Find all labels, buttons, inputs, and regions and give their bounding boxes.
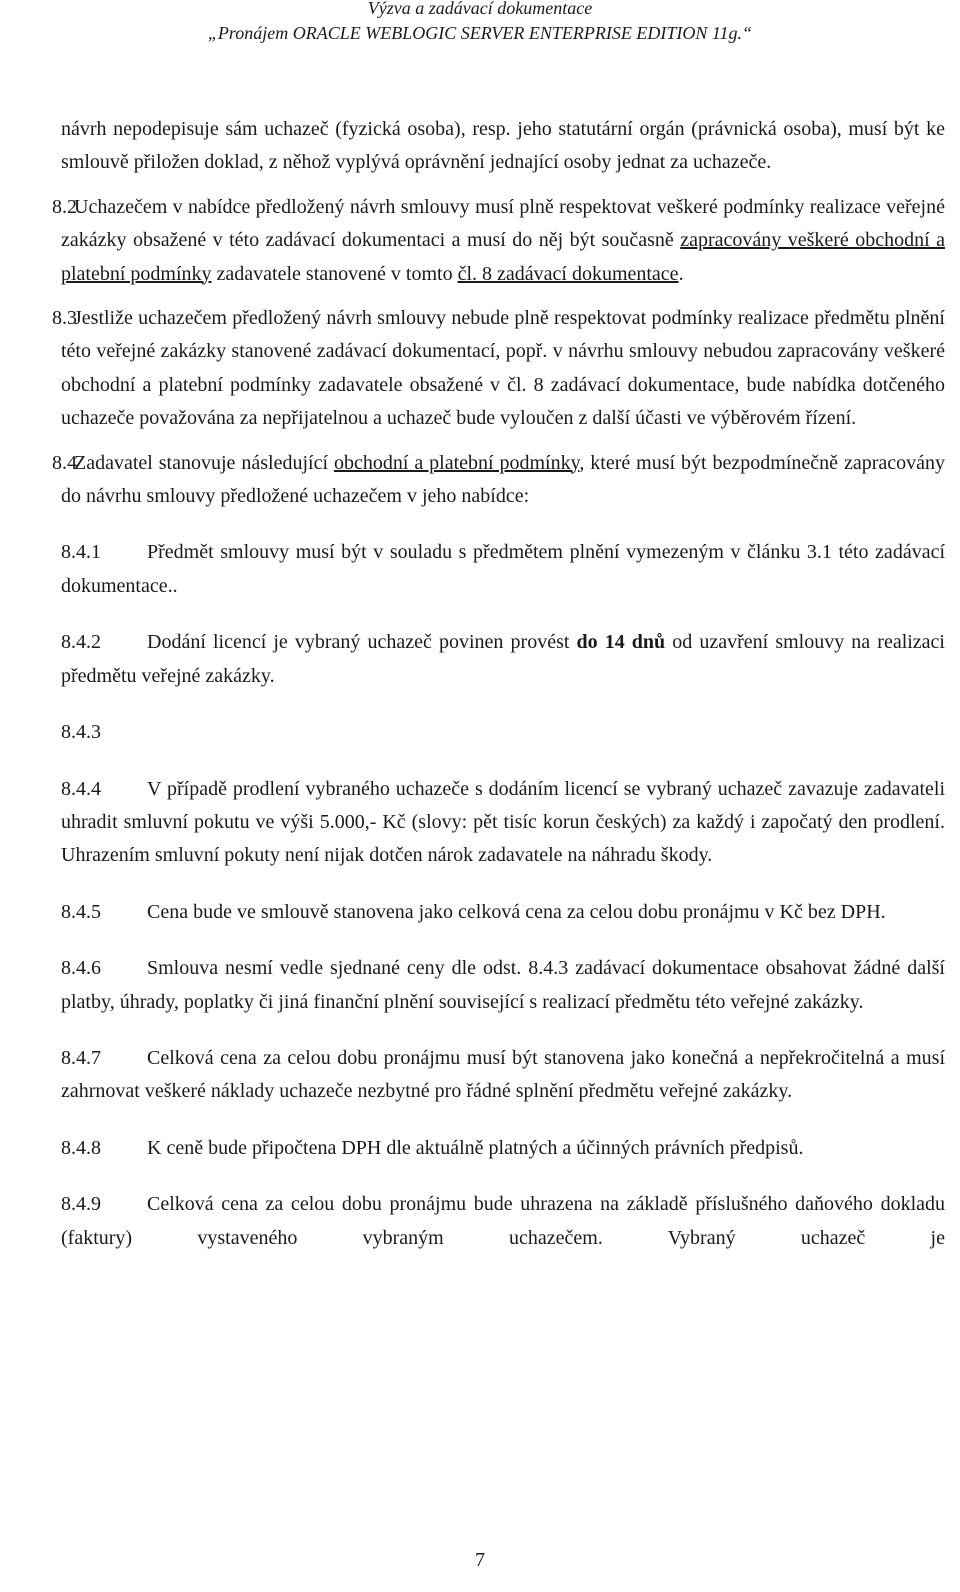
item-number: 8.4.7 <box>61 1046 101 1069</box>
item-8-4-6: 8.4.6 Smlouva nesmí vedle sjednané ceny dle odst. 8.4.3 zadávací dokumentace obsahovat žádné další platby, úhrady, poplatky či jiná finanční plnění související s realizací předmětu této veřejné zakázky. <box>61 952 945 1019</box>
item-8-4-8: 8.4.8 K ceně bude připočtena DPH dle aktuálně platných a účinných právních předpisů. <box>61 1132 945 1165</box>
item-8-4-4: 8.4.4 V případě prodlení vybraného uchazeče s dodáním licencí se vybraný uchazeč zavazuje zadavateli uhradit smluvní pokutu ve výši 5.000,- Kč (slovy: pět tisíc korun českých) za každý i započatý den prodlení. Uhrazením smluvní pokuty není nijak dotčen nárok zadavatele na náhradu škody. <box>61 773 945 873</box>
header-subtitle: „Pronájem ORACLE WEBLOGIC SERVER ENTERPRISE EDITION 11g.“ <box>207 23 753 43</box>
header-title: Výzva a zadávací dokumentace <box>367 0 593 18</box>
item-number: 8.4.8 <box>61 1136 101 1159</box>
underlined-text: čl. 8 zadávací dokumentace <box>457 262 679 285</box>
continued-paragraph: návrh nepodepisuje sám uchazeč (fyzická osoba), resp. jeho statutární orgán (právnická osoba), musí být ke smlouvě přiložen doklad, z něhož vyplývá oprávnění jednající osoby jednat za uchazeče. <box>61 118 945 174</box>
page-header <box>0 0 960 46</box>
item-8-4-2: 8.4.2 Dodání licencí je vybraný uchazeč povinen provést do 14 dnů od uzavření smlouvy na realizaci předmětu veřejné zakázky. <box>61 626 945 693</box>
item-8-4-1: 8.4.1 Předmět smlouvy musí být v souladu s předmětem plnění vymezeným v článku 3.1 této zadávací dokumentace.. <box>61 536 945 603</box>
item-8-4-7: 8.4.7 Celková cena za celou dobu pronájmu musí být stanovena jako konečná a nepřekročitelná a musí zahrnovat veškeré náklady uchazeče nezbytné pro řádné splnění předmětu veřejné zakázky. <box>61 1042 945 1109</box>
section-number: 8.3 <box>52 307 77 330</box>
item-number: 8.4.4 <box>61 777 101 800</box>
section-8-4: 8.4 Zadavatel stanovuje následující obchodní a platební podmínky, které musí být bezpodmínečně zapracovány do návrhu smlouvy předložené uchazečem v jeho nabídce: <box>61 447 945 514</box>
section-number: 8.4 <box>52 451 77 474</box>
item-8-4-3 <box>61 716 945 749</box>
item-number: 8.4.6 <box>61 957 101 980</box>
item-8-4-9: 8.4.9 Celková cena za celou dobu pronájmu bude uhrazena na základě příslušného daňového dokladu (faktury) vystaveného vybraným uchazečem. Vybraný uchazeč je <box>61 1188 945 1255</box>
document-body <box>52 113 945 1278</box>
section-8-3: 8.3 Jestliže uchazečem předložený návrh smlouvy nebude plně respektovat podmínky realizace předmětu plnění této veřejné zakázky stanovené zadávací dokumentací, popř. v návrhu smlouvy nebudou zapracovány veškeré obchodní a platební podmínky zadavatele obsažené v čl. 8 zadávací dokumentace, bude nabídka dotčeného uchazeče považována za nepřijatelnou a uchazeč bude vyloučen z další účasti ve výběrovém řízení. <box>61 302 945 436</box>
section-number: 8.2 <box>52 195 77 218</box>
bold-text: do 14 dnů <box>576 631 666 654</box>
item-number: 8.4.3 <box>61 721 101 744</box>
item-number: 8.4.1 <box>61 541 101 564</box>
page-number: 7 <box>475 1549 485 1571</box>
item-number: 8.4.9 <box>61 1193 101 1216</box>
underlined-text: zapracovány veškeré obchodní a platební podmínky <box>61 229 945 285</box>
item-number: 8.4.2 <box>61 631 101 654</box>
item-8-4-5: 8.4.5 Cena bude ve smlouvě stanovena jako celková cena za celou dobu pronájmu v Kč bez DPH. <box>61 896 945 929</box>
section-8-2: 8.2 Uchazečem v nabídce předložený návrh smlouvy musí plně respektovat veškeré podmínky realizace veřejné zakázky obsažené v této zadávací dokumentaci a musí do něj být současně zapracovány veškeré obchodní a platební podmínky zadavatele stanovené v tomto čl. 8 zadávací dokumentace. <box>61 191 945 291</box>
underlined-text: obchodní a platební podmínky <box>333 451 580 474</box>
item-number: 8.4.5 <box>61 900 101 923</box>
